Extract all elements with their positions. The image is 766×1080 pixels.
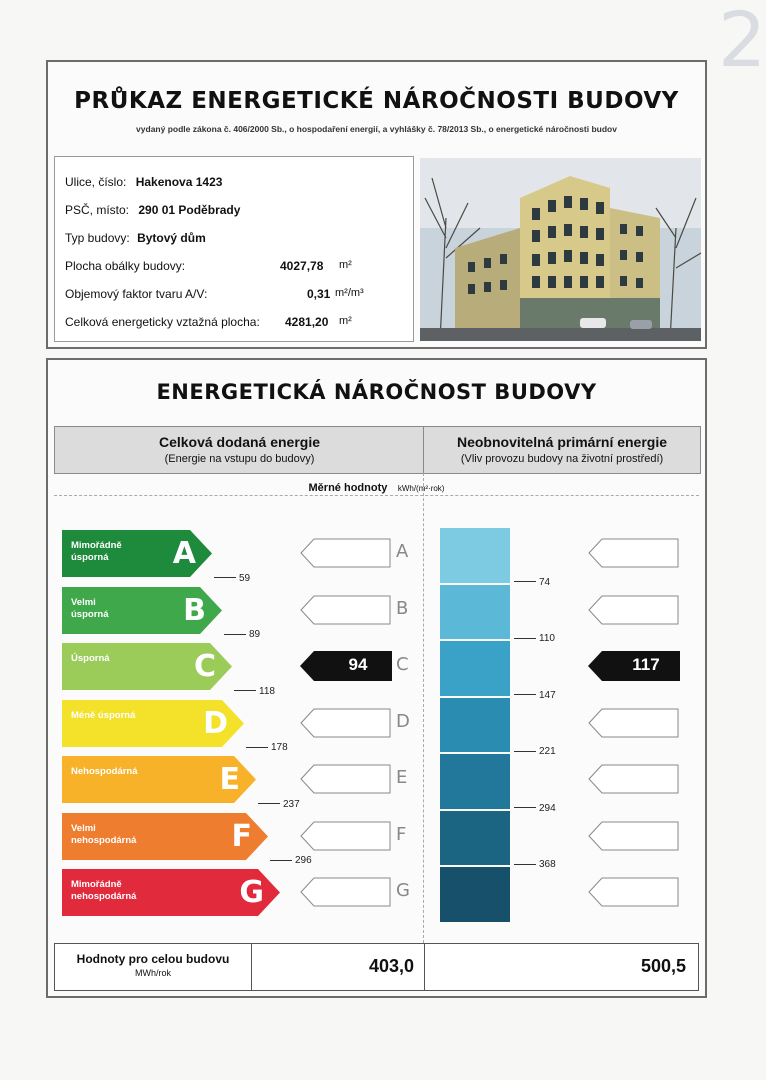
page-number: 2 — [718, 0, 766, 84]
empty-class-marker — [300, 538, 390, 568]
psc-value: 290 01 Poděbrady — [138, 203, 241, 217]
energy-class-label-line: nehospodárná — [71, 891, 137, 902]
primary-energy-threshold — [514, 803, 556, 814]
energy-class-label-line: úsporná — [71, 608, 109, 620]
class-letter-marker: F — [396, 823, 407, 845]
empty-class-marker — [300, 764, 390, 794]
primary-energy-rating-marker — [588, 651, 680, 681]
threshold-value: 110 — [539, 633, 555, 644]
energy-class-label-line: Méně úsporná — [71, 709, 136, 721]
energy-class-label — [71, 710, 135, 722]
class-letter-marker: E — [396, 767, 408, 788]
energy-class-label — [71, 540, 122, 564]
primary-energy-bar-segment-f — [440, 811, 510, 866]
energy-class-arrow-g — [62, 869, 280, 916]
threshold-value: 74 — [539, 576, 551, 588]
certificate-subtitle: vydaný podle zákona č. 406/2000 Sb., o hospodaření energií, a vyhlášky č. 78/2013 Sb., o energetické náročnosti budov — [136, 124, 617, 134]
energy-class-letter: A — [172, 536, 196, 571]
shape-factor-label: Objemový faktor tvaru A/V: — [65, 287, 208, 301]
totals-label: Hodnoty pro celou budovu — [76, 952, 230, 966]
threshold-value: 237 — [283, 798, 300, 810]
empty-class-marker — [588, 595, 678, 625]
left-column-header — [54, 426, 424, 474]
delivered-energy-rating-marker — [300, 651, 392, 681]
primary-energy-bar-segment-c — [440, 641, 510, 696]
empty-class-marker — [300, 595, 390, 625]
class-letter-marker: C — [396, 654, 409, 675]
envelope-value: 4027,78 — [280, 259, 324, 273]
class-letter-marker: D — [396, 710, 410, 732]
certificate-title: PRŮKAZ ENERGETICKÉ NÁROČNOSTI BUDOVY — [74, 88, 679, 114]
threshold-value: 118 — [259, 685, 275, 697]
energy-class-letter: G — [239, 875, 264, 910]
delivered-energy-threshold — [214, 573, 250, 584]
energy-class-label-line: nehospodárná — [71, 834, 137, 846]
energy-class-label — [71, 823, 136, 847]
energy-class-arrow-d — [62, 700, 244, 747]
energy-class-arrow-b — [62, 587, 222, 634]
building-photo — [420, 158, 701, 341]
delivered-energy-threshold — [258, 799, 300, 810]
energy-class-label-line: Úsporná — [71, 653, 110, 664]
primary-energy-threshold — [514, 690, 556, 701]
threshold-value: 296 — [295, 855, 312, 866]
empty-class-marker — [300, 821, 390, 851]
specific-values-row — [54, 473, 699, 496]
primary-energy-threshold — [514, 633, 555, 644]
energy-class-label-line: Mimořádně — [71, 540, 122, 551]
type-row — [65, 231, 206, 245]
energy-class-letter: B — [183, 592, 206, 628]
right-column-title: Neobnovitelná primární energie — [456, 434, 668, 450]
energy-class-label-line: Nehospodárná — [71, 766, 138, 777]
delivered-energy-threshold — [270, 855, 312, 866]
energy-class-arrow-c — [62, 643, 232, 690]
left-column-subtitle: (Energie na vstupu do budovy) — [164, 453, 315, 465]
empty-class-marker — [588, 708, 678, 738]
empty-class-marker — [588, 764, 678, 794]
energy-class-label — [71, 766, 138, 778]
threshold-value: 89 — [249, 629, 261, 640]
reference-area-value: 4281,20 — [285, 315, 329, 329]
totals-unit: MWh/rok — [135, 968, 171, 978]
totals-left-cell — [251, 944, 425, 990]
energy-class-label-line: Velmi — [71, 822, 96, 834]
primary-energy-bar-segment-g — [440, 867, 510, 922]
street-label: Ulice, číslo: — [65, 175, 127, 189]
threshold-value: 294 — [539, 802, 556, 814]
delivered-energy-threshold — [246, 742, 288, 753]
empty-class-marker — [588, 538, 678, 568]
empty-class-marker — [588, 877, 678, 907]
delivered-energy-threshold — [234, 686, 275, 697]
energy-class-arrow-e — [62, 756, 256, 803]
delivered-energy-threshold — [224, 629, 260, 640]
envelope-label: Plocha obálky budovy: — [65, 259, 186, 273]
building-info-box — [54, 156, 414, 342]
right-column-subtitle: (Vliv provozu budovy na životní prostředí) — [460, 453, 664, 465]
psc-label: PSČ, místo: — [65, 203, 130, 217]
primary-energy-bar-segment-a — [440, 528, 510, 583]
threshold-value: 368 — [539, 859, 556, 870]
shape-factor-unit: m²/m³ — [335, 287, 364, 299]
psc-row — [65, 203, 240, 217]
totals-right-cell — [424, 944, 698, 990]
primary-energy-rating-value: 117 — [632, 655, 660, 674]
primary-energy-threshold — [514, 859, 556, 870]
energy-class-label-line: Velmi — [71, 596, 96, 608]
shape-factor-value: 0,31 — [307, 287, 331, 301]
primary-energy-threshold — [514, 577, 550, 588]
energy-class-label-line: Mimořádně — [71, 879, 122, 890]
energy-class-letter: D — [203, 705, 228, 741]
energy-class-label — [71, 653, 110, 665]
street-value: Hakenova 1423 — [135, 175, 223, 189]
primary-energy-threshold — [514, 746, 556, 757]
certificate-header-panel — [46, 60, 707, 349]
empty-class-marker — [300, 877, 390, 907]
reference-area-unit: m² — [339, 315, 352, 327]
energy-class-letter: C — [193, 649, 216, 684]
empty-class-marker — [300, 708, 390, 738]
primary-energy-bar-segment-e — [440, 754, 510, 809]
class-letter-marker: G — [396, 880, 410, 901]
envelope-unit: m² — [339, 259, 352, 271]
primary-energy-bar-segment-d — [440, 698, 510, 753]
threshold-value: 221 — [539, 746, 556, 757]
right-column-header — [423, 426, 701, 474]
specific-values-label: Měrné hodnoty — [308, 482, 388, 494]
type-label: Typ budovy: — [65, 231, 130, 245]
total-primary-energy-value: 500,5 — [640, 956, 686, 976]
class-letter-marker: A — [396, 541, 409, 562]
threshold-value: 59 — [239, 572, 251, 584]
energy-class-letter: F — [231, 818, 252, 854]
section-title: ENERGETICKÁ NÁROČNOST BUDOVY — [156, 380, 597, 404]
energy-class-arrow-f — [62, 813, 268, 860]
street-row — [65, 175, 222, 189]
specific-values-unit: kWh/(m²·rok) — [397, 484, 445, 493]
energy-class-arrow-a — [62, 530, 212, 577]
reference-area-label: Celková energeticky vztažná plocha: — [65, 315, 260, 329]
whole-building-totals — [54, 943, 699, 991]
totals-label-cell — [55, 944, 252, 990]
energy-class-letter: E — [219, 762, 240, 797]
type-value: Bytový dům — [137, 231, 206, 245]
left-column-title: Celková dodaná energie — [158, 434, 321, 450]
energy-class-label-line: úsporná — [71, 552, 109, 563]
class-letter-marker: B — [396, 597, 409, 619]
column-divider — [423, 473, 424, 943]
threshold-value: 178 — [271, 742, 288, 753]
threshold-value: 147 — [539, 689, 556, 701]
empty-class-marker — [588, 821, 678, 851]
energy-class-label — [71, 597, 108, 621]
total-delivered-energy-value: 403,0 — [368, 956, 414, 976]
delivered-energy-rating-value: 94 — [348, 655, 368, 674]
primary-energy-bar-segment-b — [440, 585, 510, 640]
energy-class-label — [71, 879, 136, 903]
energy-performance-panel — [46, 358, 707, 998]
